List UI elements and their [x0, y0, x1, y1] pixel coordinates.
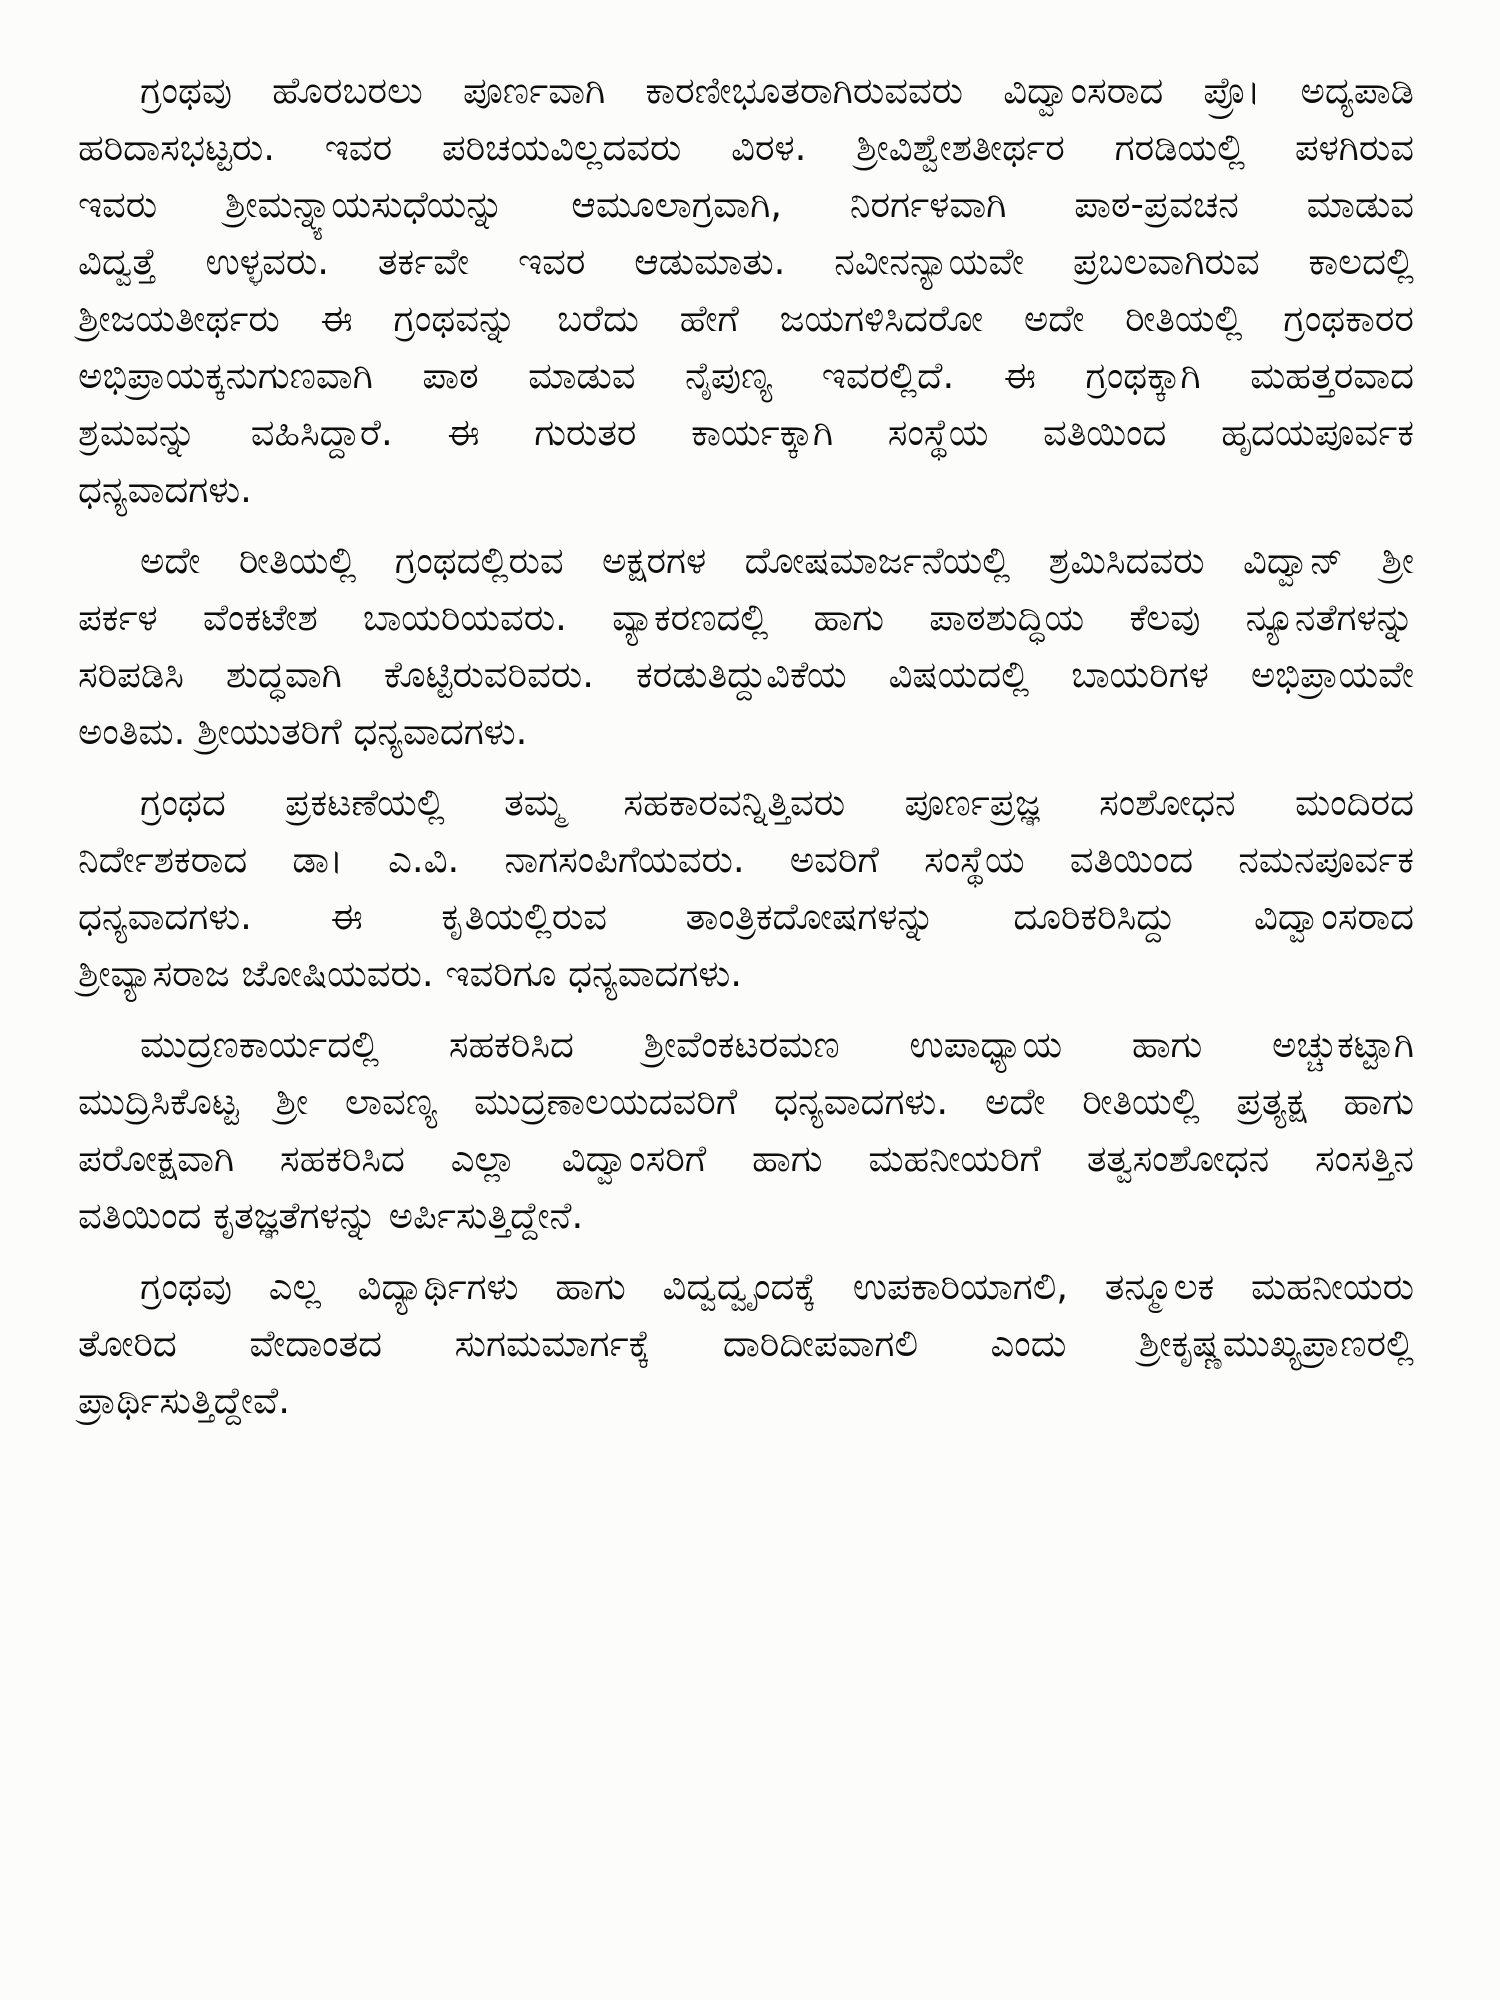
paragraph	[78, 1016, 1414, 1244]
text-line: ಗ್ರಂಥವು ಎಲ್ಲ ವಿದ್ಯಾರ್ಥಿಗಳು ಹಾಗು ವಿದ್ವದ್ವೃಂದಕ್ಕೆ ಉಪಕಾರಿಯಾಗಲಿ, ತನ್ಮೂಲಕ ಮಹನೀಯರು	[140, 1265, 1414, 1308]
paragraph	[78, 774, 1414, 1002]
text-line: ಅಭಿಪ್ರಾಯಕ್ಕನುಗುಣವಾಗಿ ಪಾಠ ಮಾಡುವ ನೈಪುಣ್ಯ ಇವರಲ್ಲಿದೆ. ಈ ಗ್ರಂಥಕ್ಕಾಗಿ ಮಹತ್ತರವಾದ	[78, 354, 1414, 397]
paragraph	[78, 62, 1414, 518]
text-block	[78, 62, 1414, 1429]
text-line: ಗ್ರಂಥವು ಹೊರಬರಲು ಪೂರ್ಣವಾಗಿ ಕಾರಣೀಭೂತರಾಗಿರುವವರು ವಿದ್ವಾಂಸರಾದ ಪ್ರೊ। ಅದ್ಯಪಾಡಿ	[140, 69, 1414, 112]
text-line: ಮುದ್ರಣಕಾರ್ಯದಲ್ಲಿ ಸಹಕರಿಸಿದ ಶ್ರೀವೆಂಕಟರಮಣ ಉಪಾಧ್ಯಾಯ ಹಾಗು ಅಚ್ಚುಕಟ್ಟಾಗಿ	[140, 1023, 1414, 1066]
text-line: ಹರಿದಾಸಭಟ್ಟರು. ಇವರ ಪರಿಚಯವಿಲ್ಲದವರು ವಿರಳ. ಶ್ರೀವಿಶ್ವೇಶತೀರ್ಥರ ಗರಡಿಯಲ್ಲಿ ಪಳಗಿರುವ	[78, 126, 1414, 169]
text-line: ಧನ್ಯವಾದಗಳು.	[78, 468, 252, 511]
text-line: ಗ್ರಂಥದ ಪ್ರಕಟಣೆಯಲ್ಲಿ ತಮ್ಮ ಸಹಕಾರವನ್ನಿತ್ತಿವರು ಪೂರ್ಣಪ್ರಜ್ಞ ಸಂಶೋಧನ ಮಂದಿರದ	[140, 781, 1414, 824]
text-line: ತೋರಿದ ವೇದಾಂತದ ಸುಗಮಮಾರ್ಗಕ್ಕೆ ದಾರಿದೀಪವಾಗಲಿ ಎಂದು ಶ್ರೀಕೃಷ್ಣಮುಖ್ಯಪ್ರಾಣರಲ್ಲಿ	[78, 1322, 1414, 1365]
text-line: ಶ್ರೀವ್ಯಾಸರಾಜ ಜೋಷಿಯವರು. ಇವರಿಗೂ ಧನ್ಯವಾದಗಳು.	[78, 952, 743, 995]
text-line: ಅದೇ ರೀತಿಯಲ್ಲಿ ಗ್ರಂಥದಲ್ಲಿರುವ ಅಕ್ಷರಗಳ ದೋಷಮಾರ್ಜನೆಯಲ್ಲಿ ಶ್ರಮಿಸಿದವರು ವಿದ್ವಾನ್ ಶ್ರೀ	[140, 539, 1414, 582]
text-line: ಪರ್ಕಳ ವೆಂಕಟೇಶ ಬಾಯರಿಯವರು. ವ್ಯಾಕರಣದಲ್ಲಿ ಹಾಗು ಪಾಠಶುದ್ಧಿಯ ಕೆಲವು ನ್ಯೂನತೆಗಳನ್ನು	[78, 596, 1414, 639]
text-line: ವತಿಯಿಂದ ಕೃತಜ್ಞತೆಗಳನ್ನು ಅರ್ಪಿಸುತ್ತಿದ್ದೇನೆ.	[78, 1194, 584, 1237]
text-line: ಧನ್ಯವಾದಗಳು. ಈ ಕೃತಿಯಲ್ಲಿರುವ ತಾಂತ್ರಿಕದೋಷಗಳನ್ನು ದೂರಿಕರಿಸಿದ್ದು ವಿದ್ವಾಂಸರಾದ	[78, 895, 1414, 938]
text-line: ಶ್ರಮವನ್ನು ವಹಿಸಿದ್ದಾರೆ. ಈ ಗುರುತರ ಕಾರ್ಯಕ್ಕಾಗಿ ಸಂಸ್ಥೆಯ ವತಿಯಿಂದ ಹೃದಯಪೂರ್ವಕ	[78, 411, 1414, 454]
text-line: ಪರೋಕ್ಷವಾಗಿ ಸಹಕರಿಸಿದ ಎಲ್ಲಾ ವಿದ್ವಾಂಸರಿಗೆ ಹಾಗು ಮಹನೀಯರಿಗೆ ತತ್ವಸಂಶೋಧನ ಸಂಸತ್ತಿನ	[78, 1137, 1414, 1180]
text-line: ಸರಿಪಡಿಸಿ ಶುದ್ಧವಾಗಿ ಕೊಟ್ಟಿರುವರಿವರು. ಕರಡುತಿದ್ದುವಿಕೆಯ ವಿಷಯದಲ್ಲಿ ಬಾಯರಿಗಳ ಅಭಿಪ್ರಾಯವೇ	[78, 653, 1414, 696]
text-line: ಶ್ರೀಜಯತೀರ್ಥರು ಈ ಗ್ರಂಥವನ್ನು ಬರೆದು ಹೇಗೆ ಜಯಗಳಿಸಿದರೋ ಅದೇ ರೀತಿಯಲ್ಲಿ ಗ್ರಂಥಕಾರರ	[78, 297, 1414, 340]
text-line: ಪ್ರಾರ್ಥಿಸುತ್ತಿದ್ದೇವೆ.	[78, 1379, 291, 1422]
text-line: ನಿರ್ದೇಶಕರಾದ ಡಾ। ಎ.ವಿ. ನಾಗಸಂಪಿಗೆಯವರು. ಅವರಿಗೆ ಸಂಸ್ಥೆಯ ವತಿಯಿಂದ ನಮನಪೂರ್ವಕ	[78, 838, 1414, 881]
text-line: ಇವರು ಶ್ರೀಮನ್ನ್ಯಾಯಸುಧೆಯನ್ನು ಆಮೂಲಾಗ್ರವಾಗಿ, ನಿರರ್ಗಳವಾಗಿ ಪಾಠ-ಪ್ರವಚನ ಮಾಡುವ	[78, 183, 1414, 226]
text-line: ವಿದ್ವತ್ತೆ ಉಳ್ಳವರು. ತರ್ಕವೇ ಇವರ ಆಡುಮಾತು. ನವೀನನ್ಯಾಯವೇ ಪ್ರಬಲವಾಗಿರುವ ಕಾಲದಲ್ಲಿ	[78, 240, 1414, 283]
text-line: ಅಂತಿಮ. ಶ್ರೀಯುತರಿಗೆ ಧನ್ಯವಾದಗಳು.	[78, 710, 528, 753]
text-line: ಮುದ್ರಿಸಿಕೊಟ್ಟ ಶ್ರೀ ಲಾವಣ್ಯ ಮುದ್ರಣಾಲಯದವರಿಗೆ ಧನ್ಯವಾದಗಳು. ಅದೇ ರೀತಿಯಲ್ಲಿ ಪ್ರತ್ಯಕ್ಷ ಹಾಗು	[78, 1080, 1414, 1123]
paragraph	[78, 1258, 1414, 1429]
paragraph	[78, 532, 1414, 760]
